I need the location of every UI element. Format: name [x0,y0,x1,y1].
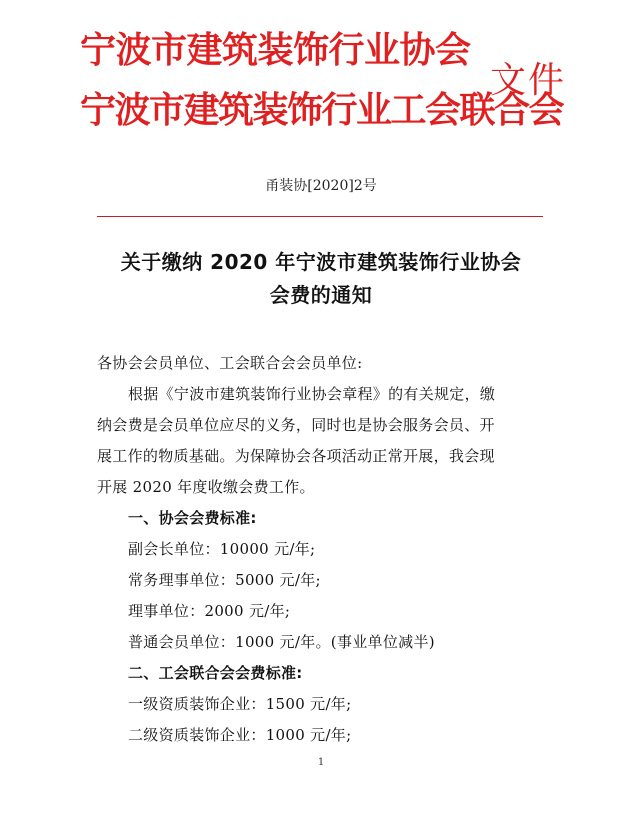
paragraph-line: 纳会费是会员单位应尽的义务，同时也是协会服务会员、开 [97,416,495,434]
issuer-name-2: 宁波市建筑装饰行业工会联合会 [80,90,564,131]
fee-item: 二级资质装饰企业：1000 元/年; [128,726,352,744]
header-divider [97,216,543,217]
paragraph-line: 根据《宁波市建筑装饰行业协会章程》的有关规定，缴 [128,385,496,403]
fee-item: 一级资质装饰企业：1500 元/年; [128,695,352,713]
fee-item: 普通会员单位：1000 元/年。(事业单位减半) [128,633,435,651]
section-heading-association-fees: 一、协会会费标准: [128,509,257,527]
document-type-label: 文件 [490,60,567,101]
issuer-name-1: 宁波市建筑装饰行业协会 [80,30,471,71]
fee-item: 副会长单位：10000 元/年; [128,540,316,558]
page-number: 1 [317,757,325,768]
section-heading-union-fees: 二、工会联合会会费标准: [128,664,303,682]
paragraph-line: 展工作的物质基础。为保障协会各项活动正常开展，我会现 [97,447,495,465]
salutation: 各协会会员单位、工会联合会会员单位: [97,354,363,372]
paragraph-line: 开展 2020 年度收缴会费工作。 [97,478,315,496]
fee-item: 常务理事单位：5000 元/年; [128,571,321,589]
notice-title-line-2: 会费的通知 [269,283,373,307]
fee-item: 理事单位：2000 元/年; [128,602,291,620]
notice-title-line-1: 关于缴纳 2020 年宁波市建筑装饰行业协会 [120,250,522,274]
document-number: 甬装协[2020]2号 [265,178,377,194]
